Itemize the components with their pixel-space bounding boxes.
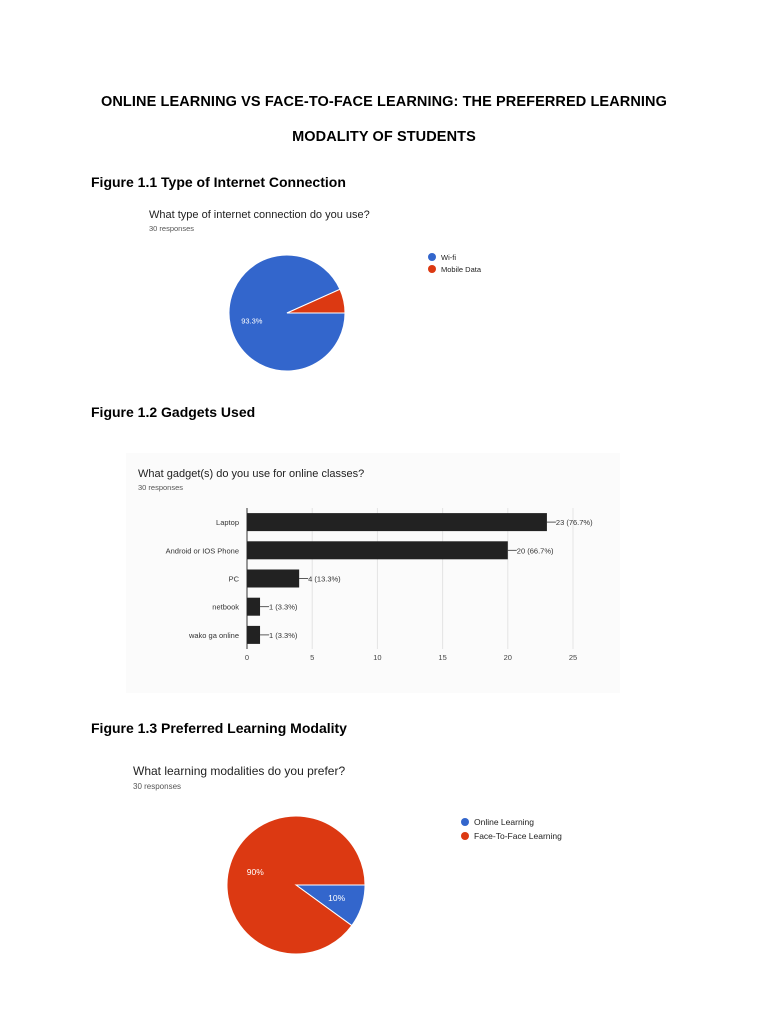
x-tick-label: 20 [503, 653, 512, 662]
category-label: wako ga online [188, 630, 239, 640]
legend-swatch [461, 818, 469, 826]
x-tick-label: 0 [244, 653, 250, 662]
chart-subtitle: 30 responses [133, 782, 182, 791]
legend-label: Wi-fi [441, 253, 456, 262]
x-tick-label: 25 [568, 653, 578, 662]
pie-slice-label: 90% [246, 866, 264, 877]
figure-1-heading: Figure 1.1 Type of Internet Connection [91, 174, 346, 190]
data-label: 20 (66.7%) [516, 546, 554, 556]
bar [247, 598, 260, 616]
chart-subtitle: 30 responses [149, 224, 195, 233]
category-label: netbook [212, 602, 239, 612]
pie-slice-label: 93.3% [241, 316, 263, 326]
gadgets-bar-chart [126, 453, 620, 693]
category-label: Android or IOS Phone [165, 546, 239, 556]
data-label: 1 (3.3%) [269, 602, 298, 612]
chart-title: What type of internet connection do you use? [149, 209, 370, 221]
figure-2-heading: Figure 1.2 Gadgets Used [91, 404, 256, 420]
x-tick-label: 10 [373, 653, 382, 662]
x-tick-label: 15 [438, 653, 447, 662]
bar [247, 541, 508, 559]
learning-modality-pie-chart [120, 752, 660, 977]
internet-connection-chart-card [140, 196, 610, 386]
chart-title: What gadget(s) do you use for online classes? [138, 468, 365, 480]
legend-label: Online Learning [474, 817, 535, 827]
legend-label: Face-To-Face Learning [474, 831, 562, 841]
document-title-line-2: MODALITY OF STUDENTS [292, 129, 476, 145]
legend-swatch [428, 253, 436, 261]
pie-slice-label: 10% [328, 893, 346, 904]
bar [247, 513, 547, 531]
internet-connection-pie-chart [140, 196, 610, 386]
pie-slice-face-to-face-learning [227, 816, 365, 954]
gadgets-chart-card [126, 453, 620, 693]
category-label: PC [228, 574, 239, 584]
data-label: 23 (76.7%) [555, 518, 593, 528]
chart-title: What learning modalities do you prefer? [133, 764, 346, 778]
x-tick-label: 5 [310, 653, 315, 662]
category-label: Laptop [216, 518, 239, 528]
legend-label: Mobile Data [441, 265, 482, 274]
figure-3-heading: Figure 1.3 Preferred Learning Modality [91, 720, 347, 736]
document-title-line-1: ONLINE LEARNING VS FACE-TO-FACE LEARNING: THE PREFERRED LEARNING [100, 94, 668, 110]
bar [247, 626, 260, 644]
data-label: 1 (3.3%) [269, 630, 298, 640]
legend-swatch [461, 832, 469, 840]
learning-modality-chart-card [120, 752, 660, 977]
data-label: 4 (13.3%) [308, 574, 341, 584]
chart-subtitle: 30 responses [138, 483, 184, 492]
bar [247, 570, 299, 588]
legend-swatch [428, 265, 436, 273]
